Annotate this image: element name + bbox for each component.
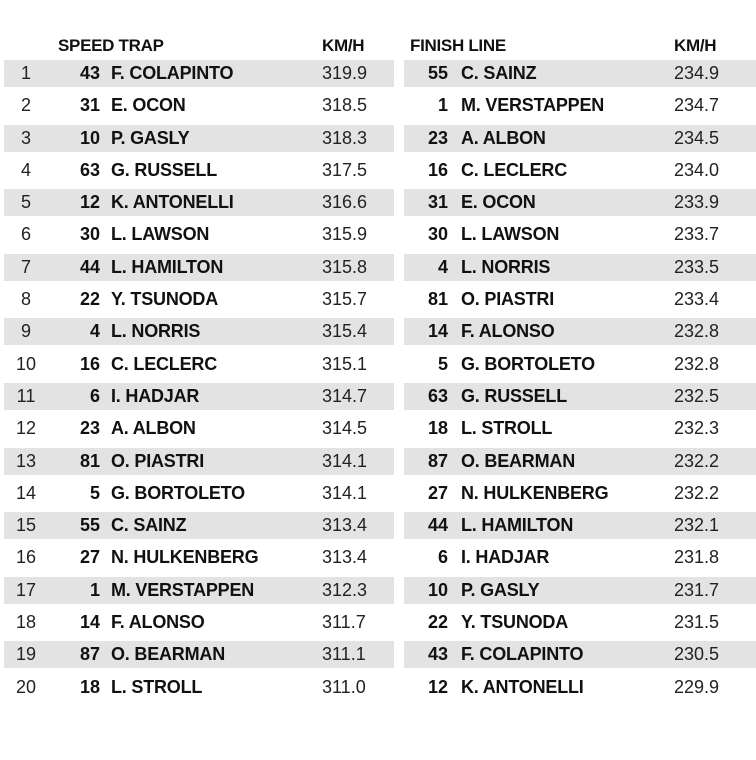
speed-value-cell: 311.1 bbox=[322, 644, 366, 665]
car-number-cell: 16 bbox=[427, 159, 448, 180]
position-cell: 6 bbox=[20, 224, 31, 245]
table-row bbox=[4, 92, 394, 119]
finish-line-unit: KM/H bbox=[674, 36, 717, 55]
driver-name-cell: M. VERSTAPPEN bbox=[461, 95, 605, 116]
table-row bbox=[404, 157, 756, 184]
speed-value-cell: 317.5 bbox=[322, 159, 368, 180]
speed-value-cell: 232.5 bbox=[674, 385, 720, 406]
finish-line-title: FINISH LINE bbox=[410, 36, 506, 55]
speed-trap-rows bbox=[4, 60, 394, 701]
driver-name-cell: L. LAWSON bbox=[461, 224, 560, 245]
table-row bbox=[404, 577, 756, 604]
finish-line-table bbox=[404, 30, 756, 706]
position-cell: 20 bbox=[15, 676, 37, 697]
speed-value-cell: 231.8 bbox=[674, 547, 720, 568]
table-row bbox=[404, 448, 756, 475]
driver-name-cell: K. ANTONELLI bbox=[111, 192, 234, 213]
position-cell: 7 bbox=[20, 256, 31, 277]
driver-name-cell: N. HULKENBERG bbox=[461, 482, 609, 503]
speed-value-cell: 315.7 bbox=[322, 289, 368, 310]
speed-value-cell: 314.7 bbox=[322, 385, 368, 406]
table-row bbox=[404, 415, 756, 442]
speed-value-cell: 231.7 bbox=[674, 579, 720, 600]
position-cell: 12 bbox=[15, 418, 37, 439]
car-number-cell: 12 bbox=[427, 676, 448, 697]
position-cell: 19 bbox=[15, 644, 37, 665]
driver-name-cell: G. BORTOLETO bbox=[461, 353, 595, 374]
driver-name-cell: G. BORTOLETO bbox=[111, 482, 245, 503]
table-row bbox=[4, 448, 394, 475]
position-cell: 1 bbox=[20, 63, 31, 83]
speed-value-cell: 232.2 bbox=[674, 482, 720, 503]
table-row bbox=[404, 92, 756, 119]
table-row bbox=[404, 641, 756, 668]
driver-name-cell: G. RUSSELL bbox=[111, 159, 218, 180]
speed-value-cell: 314.1 bbox=[322, 450, 368, 471]
driver-name-cell: O. BEARMAN bbox=[461, 450, 575, 471]
speed-trap-title: SPEED TRAP bbox=[58, 36, 164, 55]
table-row bbox=[404, 351, 756, 378]
speed-trap-table bbox=[4, 30, 394, 706]
speed-value-cell: 314.5 bbox=[322, 418, 368, 439]
car-number-cell: 10 bbox=[79, 127, 100, 148]
position-cell: 3 bbox=[20, 127, 31, 148]
driver-name-cell: I. HADJAR bbox=[461, 547, 550, 568]
car-number-cell: 22 bbox=[427, 612, 448, 633]
driver-name-cell: M. VERSTAPPEN bbox=[111, 579, 255, 600]
speed-trap-unit: KM/H bbox=[322, 36, 365, 55]
table-row bbox=[4, 254, 394, 281]
car-number-cell: 63 bbox=[79, 159, 100, 180]
table-row bbox=[4, 351, 394, 378]
speed-value-cell: 229.9 bbox=[674, 676, 720, 697]
driver-name-cell: L. STROLL bbox=[111, 676, 203, 697]
table-row bbox=[4, 125, 394, 152]
speed-value-cell: 311.7 bbox=[322, 612, 366, 633]
table-row bbox=[404, 544, 756, 571]
car-number-cell: 4 bbox=[89, 321, 100, 342]
driver-name-cell: G. RUSSELL bbox=[461, 385, 568, 406]
car-number-cell: 63 bbox=[427, 385, 448, 406]
car-number-cell: 43 bbox=[427, 644, 448, 665]
position-cell: 10 bbox=[15, 353, 37, 374]
driver-name-cell: P. GASLY bbox=[461, 579, 540, 600]
car-number-cell: 31 bbox=[79, 95, 100, 116]
car-number-cell: 27 bbox=[427, 482, 448, 503]
car-number-cell: 14 bbox=[427, 321, 448, 342]
car-number-cell: 27 bbox=[79, 547, 100, 568]
car-number-cell: 31 bbox=[427, 192, 448, 213]
table-row bbox=[4, 286, 394, 313]
car-number-cell: 81 bbox=[79, 450, 100, 471]
speed-value-cell: 315.8 bbox=[322, 256, 368, 277]
car-number-cell: 5 bbox=[89, 482, 100, 503]
speed-value-cell: 316.6 bbox=[322, 192, 368, 213]
table-row bbox=[4, 674, 394, 701]
position-cell: 4 bbox=[20, 159, 31, 180]
car-number-cell: 18 bbox=[79, 676, 100, 697]
driver-name-cell: C. LECLERC bbox=[111, 353, 218, 374]
car-number-cell: 23 bbox=[427, 127, 448, 148]
position-cell: 13 bbox=[15, 450, 37, 471]
driver-name-cell: O. PIASTRI bbox=[461, 289, 555, 310]
position-cell: 14 bbox=[15, 482, 37, 503]
table-row bbox=[404, 189, 756, 216]
car-number-cell: 5 bbox=[437, 353, 448, 374]
driver-name-cell: Y. TSUNODA bbox=[111, 289, 219, 310]
car-number-cell: 55 bbox=[427, 63, 448, 83]
speed-value-cell: 311.0 bbox=[322, 676, 366, 697]
table-row bbox=[404, 512, 756, 539]
car-number-cell: 30 bbox=[79, 224, 100, 245]
driver-name-cell: N. HULKENBERG bbox=[111, 547, 259, 568]
speed-value-cell: 232.2 bbox=[674, 450, 720, 471]
speed-value-cell: 233.9 bbox=[674, 192, 720, 213]
driver-name-cell: Y. TSUNODA bbox=[461, 612, 569, 633]
car-number-cell: 6 bbox=[89, 385, 100, 406]
speed-trap-header bbox=[4, 30, 394, 60]
speed-value-cell: 234.5 bbox=[674, 127, 720, 148]
finish-line-header bbox=[404, 30, 756, 60]
position-cell: 15 bbox=[15, 515, 37, 536]
driver-name-cell: O. BEARMAN bbox=[111, 644, 225, 665]
car-number-cell: 4 bbox=[437, 256, 448, 277]
position-cell: 11 bbox=[16, 385, 36, 406]
car-number-cell: 22 bbox=[79, 289, 100, 310]
position-cell: 8 bbox=[20, 289, 31, 310]
table-row bbox=[4, 544, 394, 571]
driver-name-cell: L. STROLL bbox=[461, 418, 553, 439]
speed-value-cell: 233.4 bbox=[674, 289, 720, 310]
table-row bbox=[4, 318, 394, 345]
speed-value-cell: 232.8 bbox=[674, 321, 720, 342]
driver-name-cell: A. ALBON bbox=[111, 418, 196, 439]
speed-value-cell: 230.5 bbox=[674, 644, 720, 665]
driver-name-cell: K. ANTONELLI bbox=[461, 676, 584, 697]
table-row bbox=[4, 512, 394, 539]
table-row bbox=[4, 577, 394, 604]
driver-name-cell: L. HAMILTON bbox=[111, 256, 224, 277]
table-row bbox=[404, 221, 756, 248]
driver-name-cell: A. ALBON bbox=[461, 127, 546, 148]
car-number-cell: 12 bbox=[79, 192, 100, 213]
table-row bbox=[4, 189, 394, 216]
speed-value-cell: 318.3 bbox=[322, 127, 368, 148]
speed-value-cell: 315.1 bbox=[322, 353, 368, 374]
car-number-cell: 1 bbox=[437, 95, 448, 116]
speed-value-cell: 315.9 bbox=[322, 224, 368, 245]
table-row bbox=[4, 609, 394, 636]
car-number-cell: 10 bbox=[427, 579, 448, 600]
speed-value-cell: 319.9 bbox=[322, 63, 368, 83]
table-row bbox=[404, 125, 756, 152]
driver-name-cell: E. OCON bbox=[461, 192, 536, 213]
driver-name-cell: L. HAMILTON bbox=[461, 515, 574, 536]
position-cell: 17 bbox=[15, 579, 37, 600]
position-cell: 16 bbox=[15, 547, 37, 568]
driver-name-cell: F. COLAPINTO bbox=[461, 644, 584, 665]
driver-name-cell: F. COLAPINTO bbox=[111, 63, 234, 83]
car-number-cell: 1 bbox=[89, 579, 100, 600]
speed-value-cell: 232.3 bbox=[674, 418, 720, 439]
speed-value-cell: 312.3 bbox=[322, 579, 368, 600]
table-row bbox=[4, 480, 394, 507]
speed-value-cell: 234.0 bbox=[674, 159, 720, 180]
driver-name-cell: F. ALONSO bbox=[461, 321, 555, 342]
driver-name-cell: L. NORRIS bbox=[461, 256, 551, 277]
car-number-cell: 44 bbox=[79, 256, 100, 277]
driver-name-cell: C. SAINZ bbox=[111, 515, 187, 536]
table-row bbox=[4, 221, 394, 248]
driver-name-cell: E. OCON bbox=[111, 95, 186, 116]
position-cell: 5 bbox=[20, 192, 31, 213]
speed-value-cell: 318.5 bbox=[322, 95, 368, 116]
position-cell: 9 bbox=[20, 321, 31, 342]
table-row bbox=[404, 254, 756, 281]
speed-value-cell: 232.1 bbox=[674, 515, 720, 536]
driver-name-cell: F. ALONSO bbox=[111, 612, 205, 633]
table-row bbox=[404, 318, 756, 345]
driver-name-cell: P. GASLY bbox=[111, 127, 190, 148]
car-number-cell: 81 bbox=[427, 289, 448, 310]
car-number-cell: 30 bbox=[427, 224, 448, 245]
driver-name-cell: O. PIASTRI bbox=[111, 450, 205, 471]
speed-value-cell: 233.5 bbox=[674, 256, 720, 277]
car-number-cell: 16 bbox=[79, 353, 100, 374]
table-row bbox=[4, 60, 394, 87]
speed-value-cell: 314.1 bbox=[322, 482, 368, 503]
position-cell: 2 bbox=[20, 95, 31, 116]
position-cell: 18 bbox=[15, 612, 37, 633]
table-row bbox=[4, 415, 394, 442]
driver-name-cell: I. HADJAR bbox=[111, 385, 200, 406]
table-row bbox=[404, 674, 756, 701]
table-row bbox=[4, 157, 394, 184]
car-number-cell: 18 bbox=[427, 418, 448, 439]
car-number-cell: 6 bbox=[437, 547, 448, 568]
speed-value-cell: 234.9 bbox=[674, 63, 720, 83]
car-number-cell: 55 bbox=[79, 515, 100, 536]
table-row bbox=[404, 286, 756, 313]
car-number-cell: 87 bbox=[427, 450, 448, 471]
table-row bbox=[404, 480, 756, 507]
speed-value-cell: 234.7 bbox=[674, 95, 720, 116]
speed-value-cell: 313.4 bbox=[322, 547, 368, 568]
driver-name-cell: C. SAINZ bbox=[461, 63, 537, 83]
car-number-cell: 23 bbox=[79, 418, 100, 439]
car-number-cell: 14 bbox=[79, 612, 100, 633]
table-row bbox=[404, 383, 756, 410]
speed-value-cell: 315.4 bbox=[322, 321, 368, 342]
table-row bbox=[4, 383, 394, 410]
table-row bbox=[404, 60, 756, 87]
speed-value-cell: 231.5 bbox=[674, 612, 720, 633]
driver-name-cell: L. LAWSON bbox=[111, 224, 210, 245]
driver-name-cell: L. NORRIS bbox=[111, 321, 201, 342]
table-row bbox=[4, 641, 394, 668]
speed-value-cell: 232.8 bbox=[674, 353, 720, 374]
speed-value-cell: 313.4 bbox=[322, 515, 368, 536]
speed-value-cell: 233.7 bbox=[674, 224, 720, 245]
table-row bbox=[404, 609, 756, 636]
car-number-cell: 87 bbox=[79, 644, 100, 665]
car-number-cell: 44 bbox=[427, 515, 448, 536]
car-number-cell: 43 bbox=[79, 63, 100, 83]
finish-line-rows bbox=[404, 60, 756, 701]
driver-name-cell: C. LECLERC bbox=[461, 159, 568, 180]
